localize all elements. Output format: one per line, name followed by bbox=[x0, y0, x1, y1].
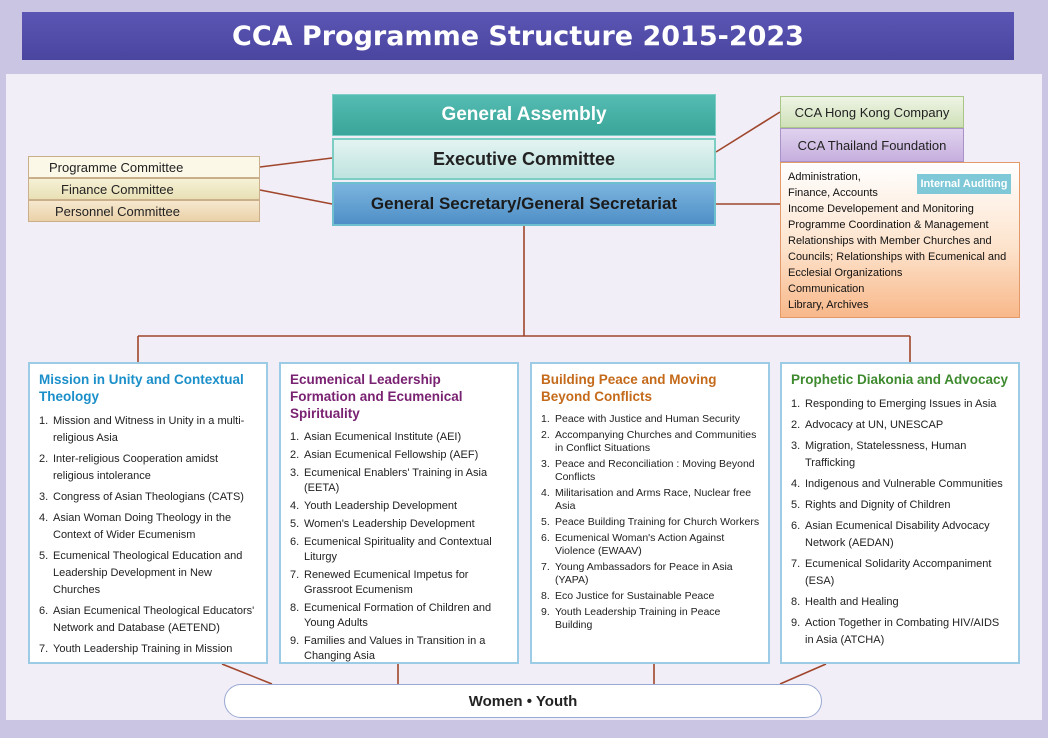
programme-item bbox=[791, 594, 1010, 611]
programme-item bbox=[541, 561, 760, 587]
programme-item-number: 6. bbox=[290, 536, 300, 548]
programme-title: Mission in Unity and Contextual Theology bbox=[39, 372, 244, 404]
programme-column-leadership bbox=[279, 362, 519, 664]
programme-item bbox=[791, 396, 1010, 413]
programme-item-text: Ecumenical Spirituality and Contextual Liturgy bbox=[304, 536, 492, 563]
programme-item-text: Ecumenical Formation of Children and Young Adults bbox=[304, 602, 492, 629]
programme-item-number: 7. bbox=[541, 561, 550, 573]
programme-item-number: 9. bbox=[541, 606, 550, 618]
programme-item-number: 6. bbox=[791, 520, 801, 532]
programme-item-number: 7. bbox=[290, 569, 300, 581]
programme-item-number: 7. bbox=[39, 643, 49, 655]
secretariat-line: Programme Coordination & Management bbox=[788, 219, 989, 231]
connector-committees bbox=[260, 158, 332, 167]
programme-item-number: 3. bbox=[791, 440, 801, 452]
programme-item bbox=[39, 451, 258, 485]
programme-item-number: 1. bbox=[290, 431, 300, 443]
programme-item-text: Indigenous and Vulnerable Communities bbox=[805, 478, 1003, 490]
programme-item-text: Peace and Reconciliation : Moving Beyond Conflicts bbox=[555, 458, 755, 483]
programme-item bbox=[39, 510, 258, 544]
programme-item bbox=[541, 458, 760, 484]
programme-item-text: Ecumenical Enablers' Training in Asia (EETA) bbox=[304, 467, 488, 494]
secretariat-functions-box bbox=[780, 162, 1020, 318]
programme-item bbox=[290, 499, 509, 514]
programme-item-number: 8. bbox=[290, 602, 300, 614]
programme-item-text: Eco Justice for Sustainable Peace bbox=[555, 590, 715, 602]
programme-item-list bbox=[290, 430, 509, 664]
programme-item-number: 5. bbox=[290, 518, 300, 530]
programme-item-text: Mission and Witness in Unity in a multi-religious Asia bbox=[53, 415, 245, 444]
programme-item bbox=[290, 466, 509, 496]
programme-item-number: 4. bbox=[791, 478, 801, 490]
programme-item-number: 3. bbox=[541, 458, 550, 470]
programme-item bbox=[541, 590, 760, 603]
programme-item-text: Women's Leadership Development bbox=[304, 518, 475, 530]
programme-item-list bbox=[791, 396, 1010, 649]
finance-committee: Finance Committee bbox=[28, 178, 260, 200]
programme-item-number: 5. bbox=[39, 550, 49, 562]
connector-wy-4 bbox=[780, 664, 826, 684]
programme-item-text: Asian Ecumenical Disability Advocacy Network (AEDAN) bbox=[805, 520, 990, 549]
programme-item bbox=[290, 601, 509, 631]
programme-item bbox=[290, 448, 509, 463]
programme-item bbox=[290, 517, 509, 532]
executive-committee-box: Executive Committee bbox=[332, 138, 716, 180]
programme-item-number: 8. bbox=[791, 596, 801, 608]
programme-item-text: Ecumenical Solidarity Accompaniment (ESA) bbox=[805, 558, 992, 587]
programme-item bbox=[791, 556, 1010, 590]
programme-item-text: Responding to Emerging Issues in Asia bbox=[805, 398, 997, 410]
programme-item-text: Migration, Statelessness, Human Trafficking bbox=[805, 440, 967, 469]
secretariat-line: Communication bbox=[788, 283, 865, 295]
programme-item-number: 1. bbox=[791, 398, 801, 410]
programme-item bbox=[791, 497, 1010, 514]
programme-item bbox=[290, 568, 509, 598]
hong-kong-company-box: CCA Hong Kong Company bbox=[780, 96, 964, 128]
programme-item-text: Families and Values in Transition in a Changing Asia bbox=[304, 635, 486, 662]
programme-item bbox=[39, 641, 258, 658]
personnel-committee: Personnel Committee bbox=[28, 200, 260, 222]
internal-auditing-badge: Internal Auditing bbox=[917, 174, 1011, 194]
secretariat-line: Ecclesial Organizations bbox=[788, 267, 903, 279]
programme-item-number: 1. bbox=[39, 415, 49, 427]
programme-item-number: 2. bbox=[541, 429, 550, 441]
programme-item-text: Asian Ecumenical Institute (AEI) bbox=[304, 431, 462, 443]
programme-item bbox=[541, 413, 760, 426]
programme-item bbox=[39, 413, 258, 447]
programme-item bbox=[791, 417, 1010, 434]
connector-committees-lower bbox=[260, 190, 332, 204]
programme-item bbox=[39, 548, 258, 599]
programme-item-number: 8. bbox=[541, 590, 550, 602]
programme-item-text: Youth Leadership Training in Mission bbox=[53, 643, 233, 655]
programme-item-text: Health and Healing bbox=[805, 596, 899, 608]
women-youth-banner: Women • Youth bbox=[224, 684, 822, 718]
programme-item bbox=[290, 634, 509, 664]
programme-item bbox=[541, 429, 760, 455]
programme-item-number: 2. bbox=[290, 449, 300, 461]
programme-column-diakonia bbox=[780, 362, 1020, 664]
programme-item-text: Accompanying Churches and Communities in Conflict Situations bbox=[555, 429, 757, 454]
connector-affiliates bbox=[716, 112, 780, 152]
programme-item-text: Advocacy at UN, UNESCAP bbox=[805, 419, 944, 431]
programme-item bbox=[541, 516, 760, 529]
thailand-foundation-box: CCA Thailand Foundation bbox=[780, 128, 964, 162]
programme-item-number: 5. bbox=[541, 516, 550, 528]
programme-item-text: Youth Leadership Development bbox=[304, 500, 458, 512]
programme-item-text: Peace Building Training for Church Workers bbox=[555, 516, 760, 528]
programme-item-text: Rights and Dignity of Children bbox=[805, 499, 951, 511]
programme-item-text: Asian Woman Doing Theology in the Context of Wider Ecumenism bbox=[53, 512, 232, 541]
programme-item-text: Young Ambassadors for Peace in Asia (YAPA) bbox=[555, 561, 733, 586]
programme-title: Building Peace and Moving Beyond Conflicts bbox=[541, 372, 717, 404]
connector-wy-1 bbox=[222, 664, 272, 684]
secretariat-line: Finance, Accounts bbox=[788, 187, 878, 199]
programme-item bbox=[290, 535, 509, 565]
programme-item bbox=[541, 487, 760, 513]
general-assembly-box: General Assembly bbox=[332, 94, 716, 136]
programme-title: Ecumenical Leadership Formation and Ecumenical Spirituality bbox=[290, 372, 463, 421]
programme-item-text: Asian Ecumenical Fellowship (AEF) bbox=[304, 449, 479, 461]
programme-column-mission bbox=[28, 362, 268, 664]
programme-item bbox=[39, 489, 258, 506]
programme-item-text: Militarisation and Arms Race, Nuclear free Asia bbox=[555, 487, 752, 512]
programme-item-number: 9. bbox=[791, 617, 801, 629]
programme-item-text: Peace with Justice and Human Security bbox=[555, 413, 741, 425]
programme-item-text: Inter-religious Cooperation amidst religious intolerance bbox=[53, 453, 219, 482]
secretariat-line: Income Developement and Monitoring bbox=[788, 203, 974, 215]
programme-item-number: 7. bbox=[791, 558, 801, 570]
programme-item-text: Renewed Ecumenical Impetus for Grassroot Ecumenism bbox=[304, 569, 469, 596]
programme-item-number: 4. bbox=[290, 500, 300, 512]
secretariat-line: Councils; Relationships with Ecumenical and bbox=[788, 251, 1007, 263]
programme-item bbox=[541, 606, 760, 632]
programme-item-number: 6. bbox=[541, 532, 550, 544]
programme-item-number: 3. bbox=[290, 467, 300, 479]
programme-item-number: 5. bbox=[791, 499, 801, 511]
programme-item bbox=[39, 603, 258, 637]
programme-item-text: Action Together in Combating HIV/AIDS in Asia (ATCHA) bbox=[805, 617, 1000, 646]
programme-item-text: Youth Leadership Training in Peace Building bbox=[555, 606, 721, 631]
programme-item-number: 6. bbox=[39, 605, 49, 617]
programme-item bbox=[541, 532, 760, 558]
secretariat-line: Relationships with Member Churches and bbox=[788, 235, 992, 247]
programme-item bbox=[791, 476, 1010, 493]
programme-item-number: 9. bbox=[290, 635, 300, 647]
programme-item-number: 4. bbox=[39, 512, 49, 524]
programme-item-number: 4. bbox=[541, 487, 550, 499]
programme-item-number: 1. bbox=[541, 413, 550, 425]
programme-item bbox=[290, 430, 509, 445]
secretariat-line: Library, Archives bbox=[788, 299, 869, 311]
secretariat-line: Administration, bbox=[788, 171, 861, 183]
committees-stack bbox=[28, 156, 260, 222]
programme-committee: Programme Committee bbox=[28, 156, 260, 178]
programme-item bbox=[791, 438, 1010, 472]
programme-item-list bbox=[39, 413, 258, 658]
programme-item-list bbox=[541, 413, 760, 632]
diagram-title: CCA Programme Structure 2015-2023 bbox=[22, 12, 1014, 60]
programme-item-text: Congress of Asian Theologians (CATS) bbox=[53, 491, 244, 503]
programme-item-text: Ecumenical Woman's Action Against Violence (EWAAV) bbox=[555, 532, 725, 557]
general-secretary-box: General Secretary/General Secretariat bbox=[332, 182, 716, 226]
programme-item bbox=[791, 615, 1010, 649]
programme-item-text: Ecumenical Theological Education and Leadership Development in New Churches bbox=[53, 550, 243, 596]
programme-item-number: 2. bbox=[39, 453, 49, 465]
programme-item-text: Asian Ecumenical Theological Educators' Network and Database (AETEND) bbox=[53, 605, 255, 634]
programme-column-peace bbox=[530, 362, 770, 664]
programme-item-number: 2. bbox=[791, 419, 801, 431]
programme-title: Prophetic Diakonia and Advocacy bbox=[791, 372, 1009, 387]
programme-item-number: 3. bbox=[39, 491, 49, 503]
programme-item bbox=[791, 518, 1010, 552]
